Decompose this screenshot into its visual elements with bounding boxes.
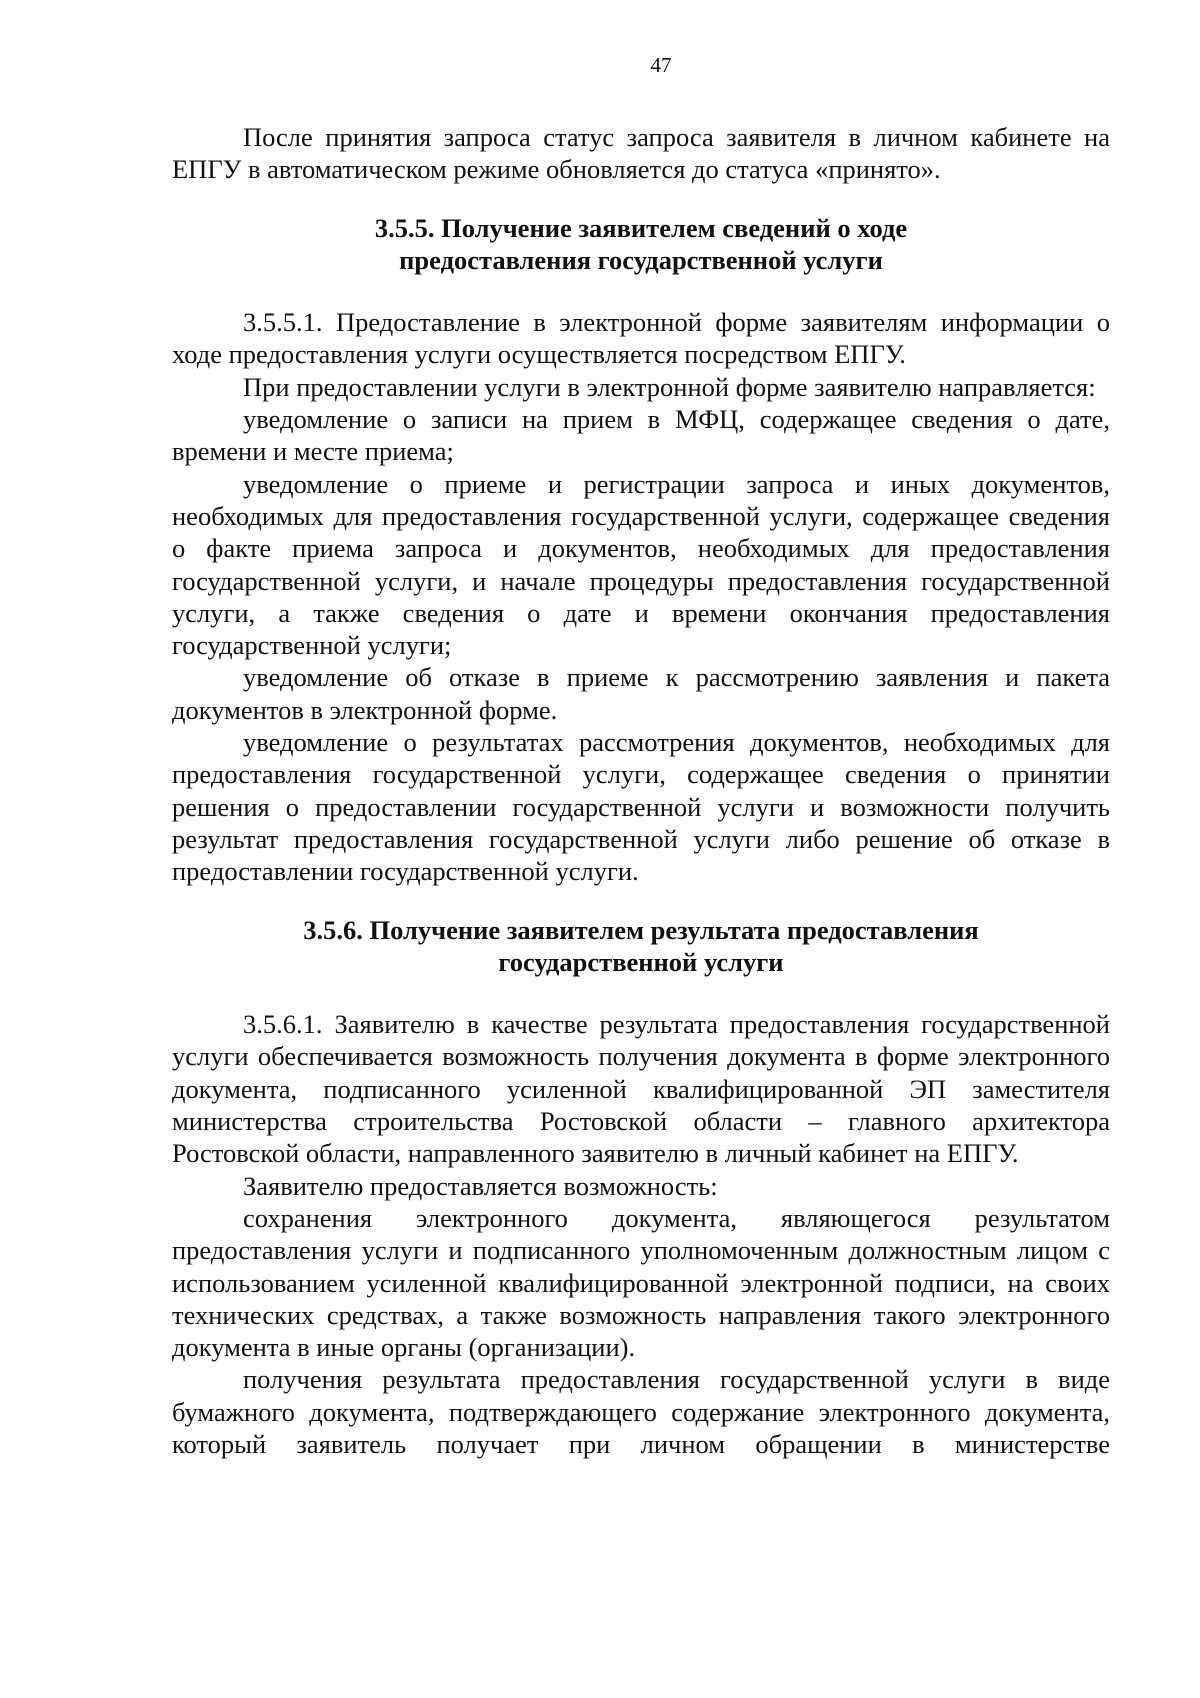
paragraph-notification-appointment: уведомление о записи на прием в МФЦ, содержащее сведения о дате, времени и месте приема; [172, 404, 1110, 467]
paragraph-notification-registration: уведомление о приеме и регистрации запроса и иных документов, необходимых для предоставления государственной услуги, содержащее сведения о факте приема запроса и документов, необходимых для предоставления государственной услуги, и начале процедуры предоставления государственной услуги, а также сведения о дате и времени окончания предоставления государственной услуги; [172, 468, 1110, 661]
page-number: 47 [650, 53, 672, 77]
paragraph-3-5-5-1: 3.5.5.1. Предоставление в электронной форме заявителям информации о ходе предоставления услуги осуществляется посредством ЕПГУ. [172, 307, 1110, 370]
paragraph-option-paper-document: получения результата предоставления государственной услуги в виде бумажного документа, подтверждающего содержание электронного документа, который заявитель получает при личном обращении в министерстве [172, 1364, 1110, 1459]
paragraph-3-5-6-1: 3.5.6.1. Заявителю в качестве результата предоставления государственной услуги обеспечивается возможность получения документа в форме электронного документа, подписанного усиленной квалифицированной ЭП заместителя министерства строительства Ростовской области – главного архитектора Ростовской области, направленного заявителю в личный кабинет на ЕПГУ. [172, 1009, 1110, 1169]
document-body [172, 121, 1110, 1460]
section-heading-3-5-5 [172, 212, 1110, 277]
paragraph-option-save-document: сохранения электронного документа, являющегося результатом предоставления услуги и подписанного уполномоченным должностным лицом с использованием усиленной квалифицированной электронной подписи, на своих технических средствах, а также возможность направления такого электронного документа в иные органы (организации). [172, 1202, 1110, 1363]
heading-line: 3.5.5. Получение заявителем сведений о ходе [374, 212, 908, 243]
heading-line: 3.5.6. Получение заявителем результата предоставления [303, 914, 979, 945]
paragraph-applicant-options-intro: Заявителю предоставляется возможность: [243, 1170, 718, 1201]
paragraph-notifications-intro: При предоставлении услуги в электронной форме заявителю направляется: [243, 371, 1096, 402]
section-heading-3-5-6 [172, 914, 1110, 979]
heading-line: предоставления государственной услуги [399, 244, 883, 275]
paragraph-notification-refusal: уведомление об отказе в приеме к рассмотрению заявления и пакета документов в электронной форме. [172, 662, 1110, 725]
paragraph-status-update: После принятия запроса статус запроса заявителя в личном кабинете на ЕПГУ в автоматическом режиме обновляется до статуса «принято». [172, 122, 1110, 185]
paragraph-notification-results: уведомление о результатах рассмотрения документов, необходимых для предоставления государственной услуги, содержащее сведения о принятии решения о предоставлении государственной услуги и возможности получить результат предоставления государственной услуги либо решение об отказе в предоставлении государственной услуги. [172, 727, 1110, 887]
heading-line: государственной услуги [498, 946, 784, 977]
